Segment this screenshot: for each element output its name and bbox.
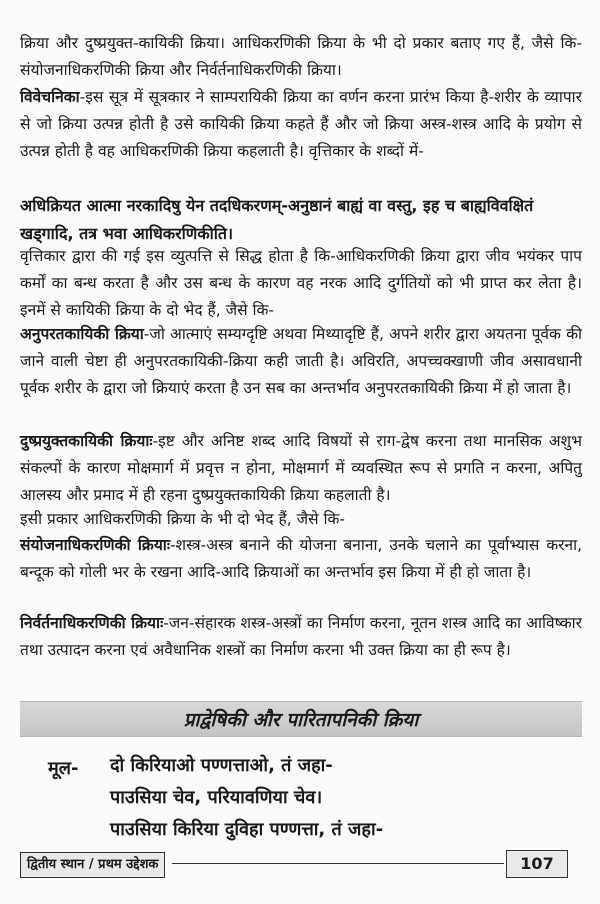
term-vivechanika: विवेचनिका [20, 88, 80, 106]
page-number: 107 [506, 850, 568, 878]
dushprayukt-text: -इष्ट और अनिष्ट शब्द आदि विषयों से राग-द्वेष करना तथा मानसिक अशुभ संकल्पों के कारण मोक्षमार्ग में प्रवृत्त न होना, मोक्षमार्ग में व्यवस्थित रूप से प्रगति न करना, अपितु आलस्य और प्रमाद में ही रहना दुष्प्रयुक्तकायिकी क्रिया कहलाती है। [20, 432, 582, 504]
paragraph-vivechanika [20, 84, 582, 165]
mool-label: मूल- [48, 758, 79, 779]
nirvartan-text: -जन-संहारक शस्त्र-अस्त्रों का निर्माण करना, नूतन शस्त्र आदि का आविष्कार तथा उत्पादन करना एवं अवैधानिक शस्त्रों का निर्माण करना भी उक्त क्रिया का ही रूप है। [20, 614, 582, 659]
section-heading-banner [20, 701, 582, 737]
mool-line-3: पाउसिया किरिया दुविहा पण्णत्ता, तं जहा- [110, 819, 384, 840]
term-sanyojan: संयोजनाधिकरणिकी क्रियाः [20, 536, 170, 554]
vivechanika-text: -इस सूत्र में सूत्रकार ने साम्परायिकी क्रिया का वर्णन करना प्रारंभ किया है-शरीर के व्यापार से जो क्रिया उत्पन्न होती है उसे कायिकी क्रिया कहते हैं और जो क्रिया अस्त्र-शस्त्र आदि के प्रयोग से उत्पन्न होती है वह आधिकरणिकी क्रिया कहलाती है। वृत्तिकार के शब्दों में- [20, 88, 582, 160]
footer-section-label: द्वितीय स्थान / प्रथम उद्देशक [20, 852, 165, 878]
paragraph-adhikaranika-types: इसी प्रकार आधिकरणिकी क्रिया के भी दो भेद हैं, जैसे कि- [20, 510, 345, 528]
term-anuparat: अनुपरतकायिकी क्रिया [20, 325, 144, 343]
section-heading: प्राद्वेषिकी और पारितापनिकी क्रिया [183, 709, 419, 731]
paragraph-dushprayukt [20, 428, 582, 509]
term-dushprayukt: दुष्प्रयुक्तकायिकी क्रियाः [20, 432, 153, 450]
anuparat-text: -जो आत्माएं सम्यग्दृष्टि अथवा मिथ्यादृष्टि हैं, अपने शरीर द्वारा अयतना पूर्वक की जाने वाली चेष्टा ही अनुपरतकायिकी-क्रिया कही जाती है। अविरति, अपच्चक्खाणी जीव असावधानी पूर्वक शरीर के द्वारा जो क्रियाएं करता है उन सब का अन्तर्भाव अनुपरतकायिकी क्रिया में हो जाता है। [20, 325, 582, 397]
paragraph-nirvartan [20, 610, 582, 664]
paragraph-intro: क्रिया और दुष्प्रयुक्त-कायिकी क्रिया। आधिकरणिकी क्रिया के भी दो प्रकार बताए गए हैं, जैसे कि- संयोजनाधिकरणिकी क्रिया और निर्वर्तनाधिकरणिकी क्रिया। [20, 34, 582, 79]
mool-line-2: पाउसिया चेव, परियावणिया चेव। [110, 787, 323, 808]
sanyojan-text: -शस्त्र-अस्त्र बनाने की योजना बनाना, उनके चलाने का पूर्वाभ्यास करना, बन्दूक को गोली भर के रखना आदि-आदि क्रियाओं का अन्तर्भाव इस क्रिया में ही हो जाता है। [20, 536, 583, 581]
paragraph-anuparat [20, 321, 582, 402]
mool-line-1: दो किरियाओ पण्णत्ताओ, तं जहा- [110, 755, 333, 776]
commentary-quote: अधिक्रियत आत्मा नरकादिषु येन तदधिकरणम्-अनुष्ठानं बाह्यं वा वस्तु, इह च बाह्यविवक्षितं खड्गादि, तत्र भवा आधिकरणिकीति। [20, 196, 534, 243]
paragraph-sanyojan [20, 532, 582, 586]
term-nirvartan: निर्वर्तनाधिकरणिकी क्रियाः [20, 614, 164, 632]
footer-divider [172, 863, 504, 864]
paragraph-vyutpatti: वृत्तिकार द्वारा की गई इस व्युत्पत्ति से सिद्ध होता है कि-आधिकरणिकी क्रिया द्वारा जीव भयंकर पाप कर्मों का बन्ध करता है और उस बन्ध के कारण वह नरक आदि दुर्गतियों को भी प्राप्त कर लेता है। इनमें से कायिकी क्रिया के दो भेद हैं, जैसे कि- [20, 247, 582, 319]
